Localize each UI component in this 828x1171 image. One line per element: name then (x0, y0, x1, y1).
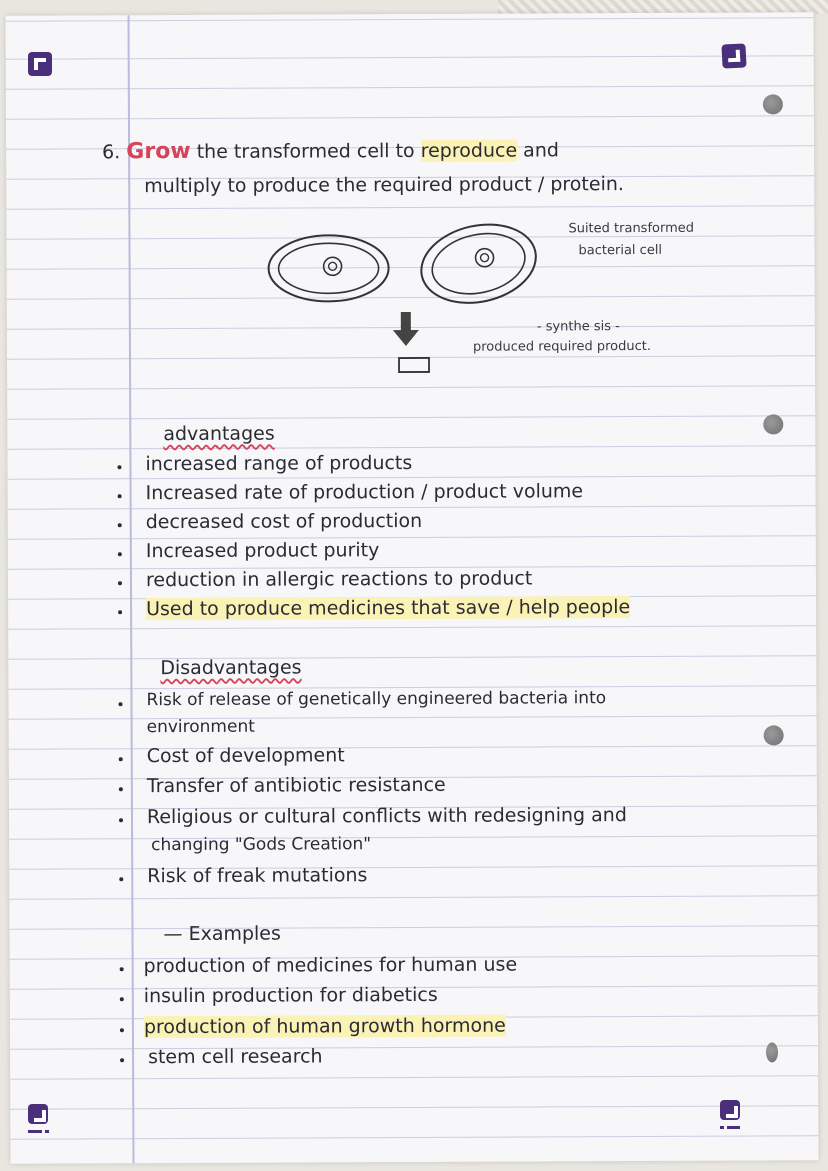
list-item: Religious or cultural conflicts with redesigning and (146, 804, 627, 829)
bacterial-cell (268, 235, 388, 302)
brand-logo-icon (721, 43, 746, 68)
product-box (399, 358, 429, 372)
binder-hole (763, 94, 783, 114)
list-item: decreased cost of production (145, 509, 423, 534)
list-item: Used to produce medicines that save / help people (146, 596, 631, 621)
disadvantages-heading: Disadvantages (160, 656, 302, 680)
product-label: produced required product. (472, 338, 652, 355)
list-item: Increased product purity (145, 539, 380, 563)
list-item: production of human growth hormone (143, 1014, 506, 1039)
binder-hole (763, 414, 783, 434)
logo-dash (28, 1130, 42, 1133)
bacteria-diagram (256, 219, 547, 380)
list-item: Transfer of antibiotic resistance (146, 773, 446, 798)
examples-heading: — Examples (163, 922, 281, 946)
down-arrow-icon (393, 312, 419, 346)
synthesis-label: - synthe sis - (536, 319, 620, 335)
step-text: and (523, 139, 559, 162)
step-number: 6. (102, 141, 121, 164)
brand-logo-icon (28, 52, 52, 76)
list-item: Increased rate of production / product volume (145, 480, 584, 505)
notebook-page (5, 12, 818, 1164)
logo-dash (727, 1126, 740, 1129)
list-item: Cost of development (146, 744, 345, 768)
list-item: environment (146, 716, 255, 738)
step-keyword: Grow (126, 138, 191, 165)
list-item: production of medicines for human use (143, 953, 518, 978)
list-item: Risk of freak mutations (147, 864, 368, 888)
cell-label-line-2: bacterial cell (578, 242, 663, 259)
step-line-1 (102, 137, 559, 164)
binder-hole (766, 1042, 778, 1062)
binder-hole (764, 725, 784, 745)
highlighted-word: reproduce (420, 139, 518, 162)
step-line-2: multiply to produce the required product / protein. (144, 173, 624, 198)
brand-logo-icon (720, 1100, 740, 1120)
list-item: reduction in allergic reactions to product (145, 567, 533, 592)
list-item: insulin production for diabetics (143, 983, 438, 1008)
list-item: increased range of products (145, 451, 413, 476)
brand-logo-icon (28, 1104, 48, 1124)
bacterial-cell (414, 219, 544, 313)
cell-label-line-1: Suited transformed (568, 220, 695, 237)
list-item: changing "Gods Creation" (151, 834, 372, 856)
step-text: the transformed cell to (196, 139, 415, 163)
list-item: Risk of release of genetically engineered bacteria into (146, 688, 607, 711)
logo-dash (45, 1130, 49, 1133)
margin-line (127, 15, 134, 1163)
logo-dash (720, 1126, 724, 1129)
advantages-heading: advantages (163, 422, 275, 446)
list-item: stem cell research (147, 1045, 323, 1069)
